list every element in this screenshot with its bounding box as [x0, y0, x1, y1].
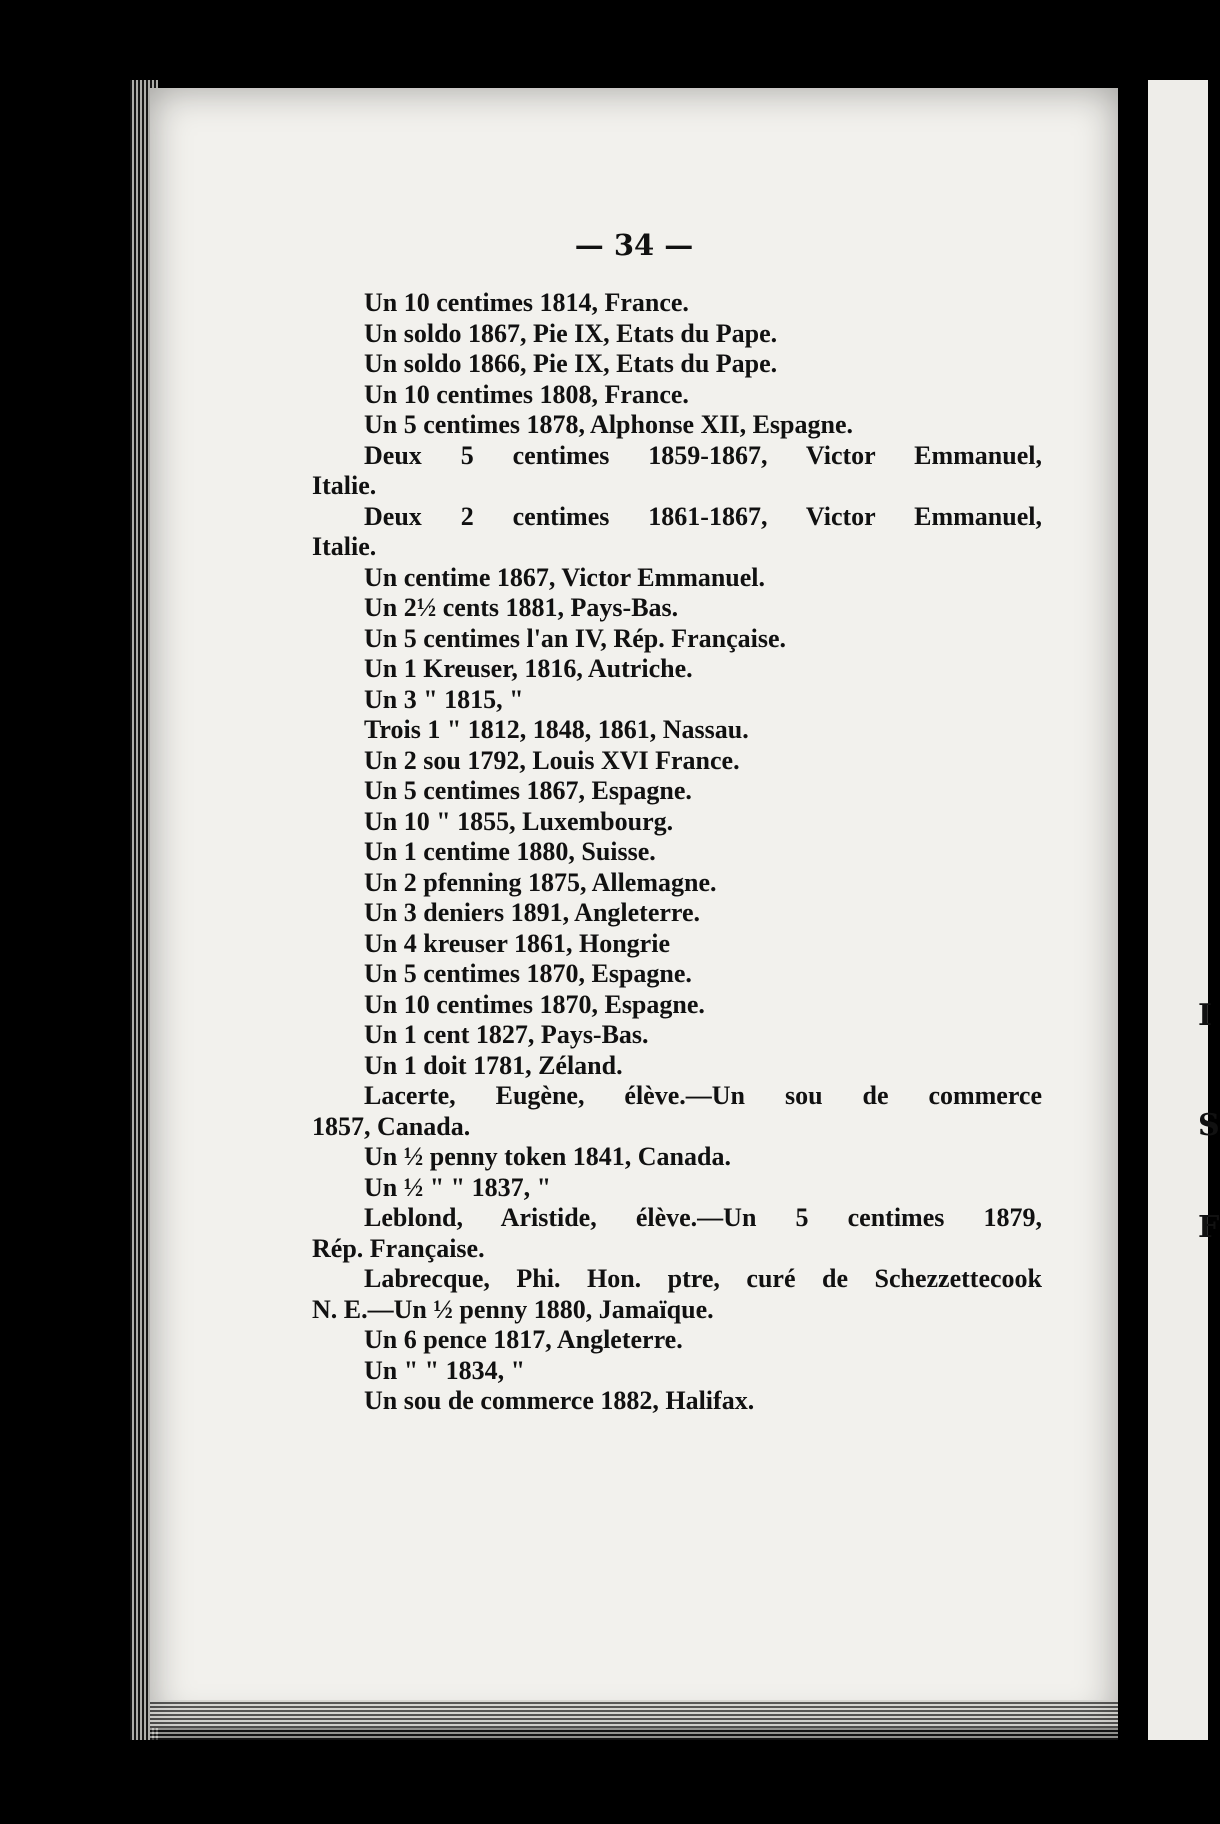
- entry-line: Un ½ " " 1837, ": [364, 1172, 552, 1202]
- adjacent-page-fragment: S: [1198, 1108, 1220, 1143]
- list-entry: [364, 746, 1042, 777]
- list-entry: [364, 380, 1042, 411]
- list-entry: [364, 807, 1042, 838]
- entry-line: Un 1 centime 1880, Suisse.: [364, 837, 656, 866]
- entry-line: Un 2½ cents 1881, Pays-Bas.: [364, 593, 679, 622]
- list-entry: [364, 1020, 1042, 1051]
- entry-line: Un 5 centimes l'an IV, Rép. Française.: [364, 623, 787, 653]
- list-entry: [364, 624, 1042, 655]
- list-entry: [364, 410, 1042, 441]
- entry-line: Un soldo 1867, Pie IX, Etats du Pape.: [364, 318, 778, 348]
- entry-line: Un sou de commerce 1882, Halifax.: [364, 1386, 755, 1415]
- entry-line: Un 10 " 1855, Luxembourg.: [364, 806, 674, 836]
- entry-continuation-line: 1857, Canada.: [312, 1111, 471, 1141]
- entry-line: Un 1 cent 1827, Pays-Bas.: [364, 1020, 649, 1049]
- list-entry: [364, 1356, 1042, 1387]
- entry-line: Un 5 centimes 1870, Espagne.: [364, 959, 692, 988]
- page-bottom-edge: [150, 1700, 1118, 1740]
- list-entry: [364, 959, 1042, 990]
- entry-continuation-line: Italie.: [312, 471, 377, 500]
- list-entry: [364, 929, 1042, 960]
- entry-continuation-line: Rép. Française.: [312, 1233, 485, 1263]
- entry-line: Deux 2 centimes 1861-1867, Victor Emmanuel,: [364, 501, 1042, 531]
- adjacent-page-fragment: F: [1198, 1210, 1220, 1245]
- entry-line: Un 4 kreuser 1861, Hongrie: [364, 928, 670, 958]
- entry-line: Un 2 pfenning 1875, Allemagne.: [364, 867, 717, 897]
- list-entry: [312, 1264, 1042, 1325]
- list-entry: [364, 654, 1042, 685]
- coin-list: [312, 288, 1042, 1417]
- entry-line: Un 5 centimes 1867, Espagne.: [364, 776, 692, 805]
- list-entry: [364, 685, 1042, 716]
- list-entry: [312, 440, 1042, 502]
- entry-continuation-line: N. E.—Un ½ penny 1880, Jamaïque.: [312, 1294, 714, 1324]
- entry-line: Un " " 1834, ": [364, 1355, 526, 1385]
- adjacent-page-fragment: I: [1198, 998, 1213, 1033]
- entry-continuation-line: Italie.: [312, 532, 377, 561]
- entry-line: Lacerte, Eugène, élève.—Un sou de commerce: [364, 1081, 1042, 1110]
- entry-line: Un ½ penny token 1841, Canada.: [364, 1142, 731, 1171]
- entry-line: Un 3 " 1815, ": [364, 684, 524, 714]
- entry-line: Un soldo 1866, Pie IX, Etats du Pape.: [364, 349, 778, 378]
- list-entry: [312, 1081, 1042, 1142]
- entry-line: Un 5 centimes 1878, Alphonse XII, Espagne.: [364, 410, 854, 439]
- list-entry: [364, 715, 1042, 746]
- list-entry: [312, 501, 1042, 563]
- entry-line: Un 10 centimes 1870, Espagne.: [364, 989, 705, 1019]
- list-entry: [312, 1203, 1042, 1264]
- entry-line: Labrecque, Phi. Hon. ptre, curé de Schezzettecook: [364, 1264, 1042, 1293]
- adjacent-page-strip: [1148, 80, 1220, 1740]
- entry-line: Un 2 sou 1792, Louis XVI France.: [364, 745, 740, 775]
- entry-line: Un centime 1867, Victor Emmanuel.: [364, 562, 766, 592]
- list-entry: [364, 1386, 1042, 1417]
- list-entry: [364, 1325, 1042, 1356]
- list-entry: [364, 898, 1042, 929]
- list-entry: [364, 1142, 1042, 1173]
- entry-line: Leblond, Aristide, élève.—Un 5 centimes 1879,: [364, 1203, 1042, 1232]
- entry-line: Un 6 pence 1817, Angleterre.: [364, 1325, 683, 1354]
- list-entry: [364, 1051, 1042, 1082]
- list-entry: [364, 319, 1042, 350]
- entry-line: Deux 5 centimes 1859-1867, Victor Emmanuel,: [364, 440, 1042, 470]
- list-entry: [364, 868, 1042, 899]
- list-entry: [364, 837, 1042, 868]
- entry-line: Trois 1 " 1812, 1848, 1861, Nassau.: [364, 715, 749, 744]
- entry-line: Un 1 doit 1781, Zéland.: [364, 1050, 623, 1080]
- entry-line: Un 10 centimes 1808, France.: [364, 379, 689, 409]
- list-entry: [364, 1173, 1042, 1204]
- list-entry: [364, 776, 1042, 807]
- entry-line: Un 3 deniers 1891, Angleterre.: [364, 898, 701, 927]
- list-entry: [364, 593, 1042, 624]
- list-entry: [364, 288, 1042, 319]
- list-entry: [364, 563, 1042, 594]
- list-entry: [364, 990, 1042, 1021]
- entry-line: Un 1 Kreuser, 1816, Autriche.: [364, 654, 693, 683]
- entry-line: Un 10 centimes 1814, France.: [364, 288, 689, 317]
- list-entry: [364, 349, 1042, 380]
- page-number: — 34 —: [574, 228, 694, 262]
